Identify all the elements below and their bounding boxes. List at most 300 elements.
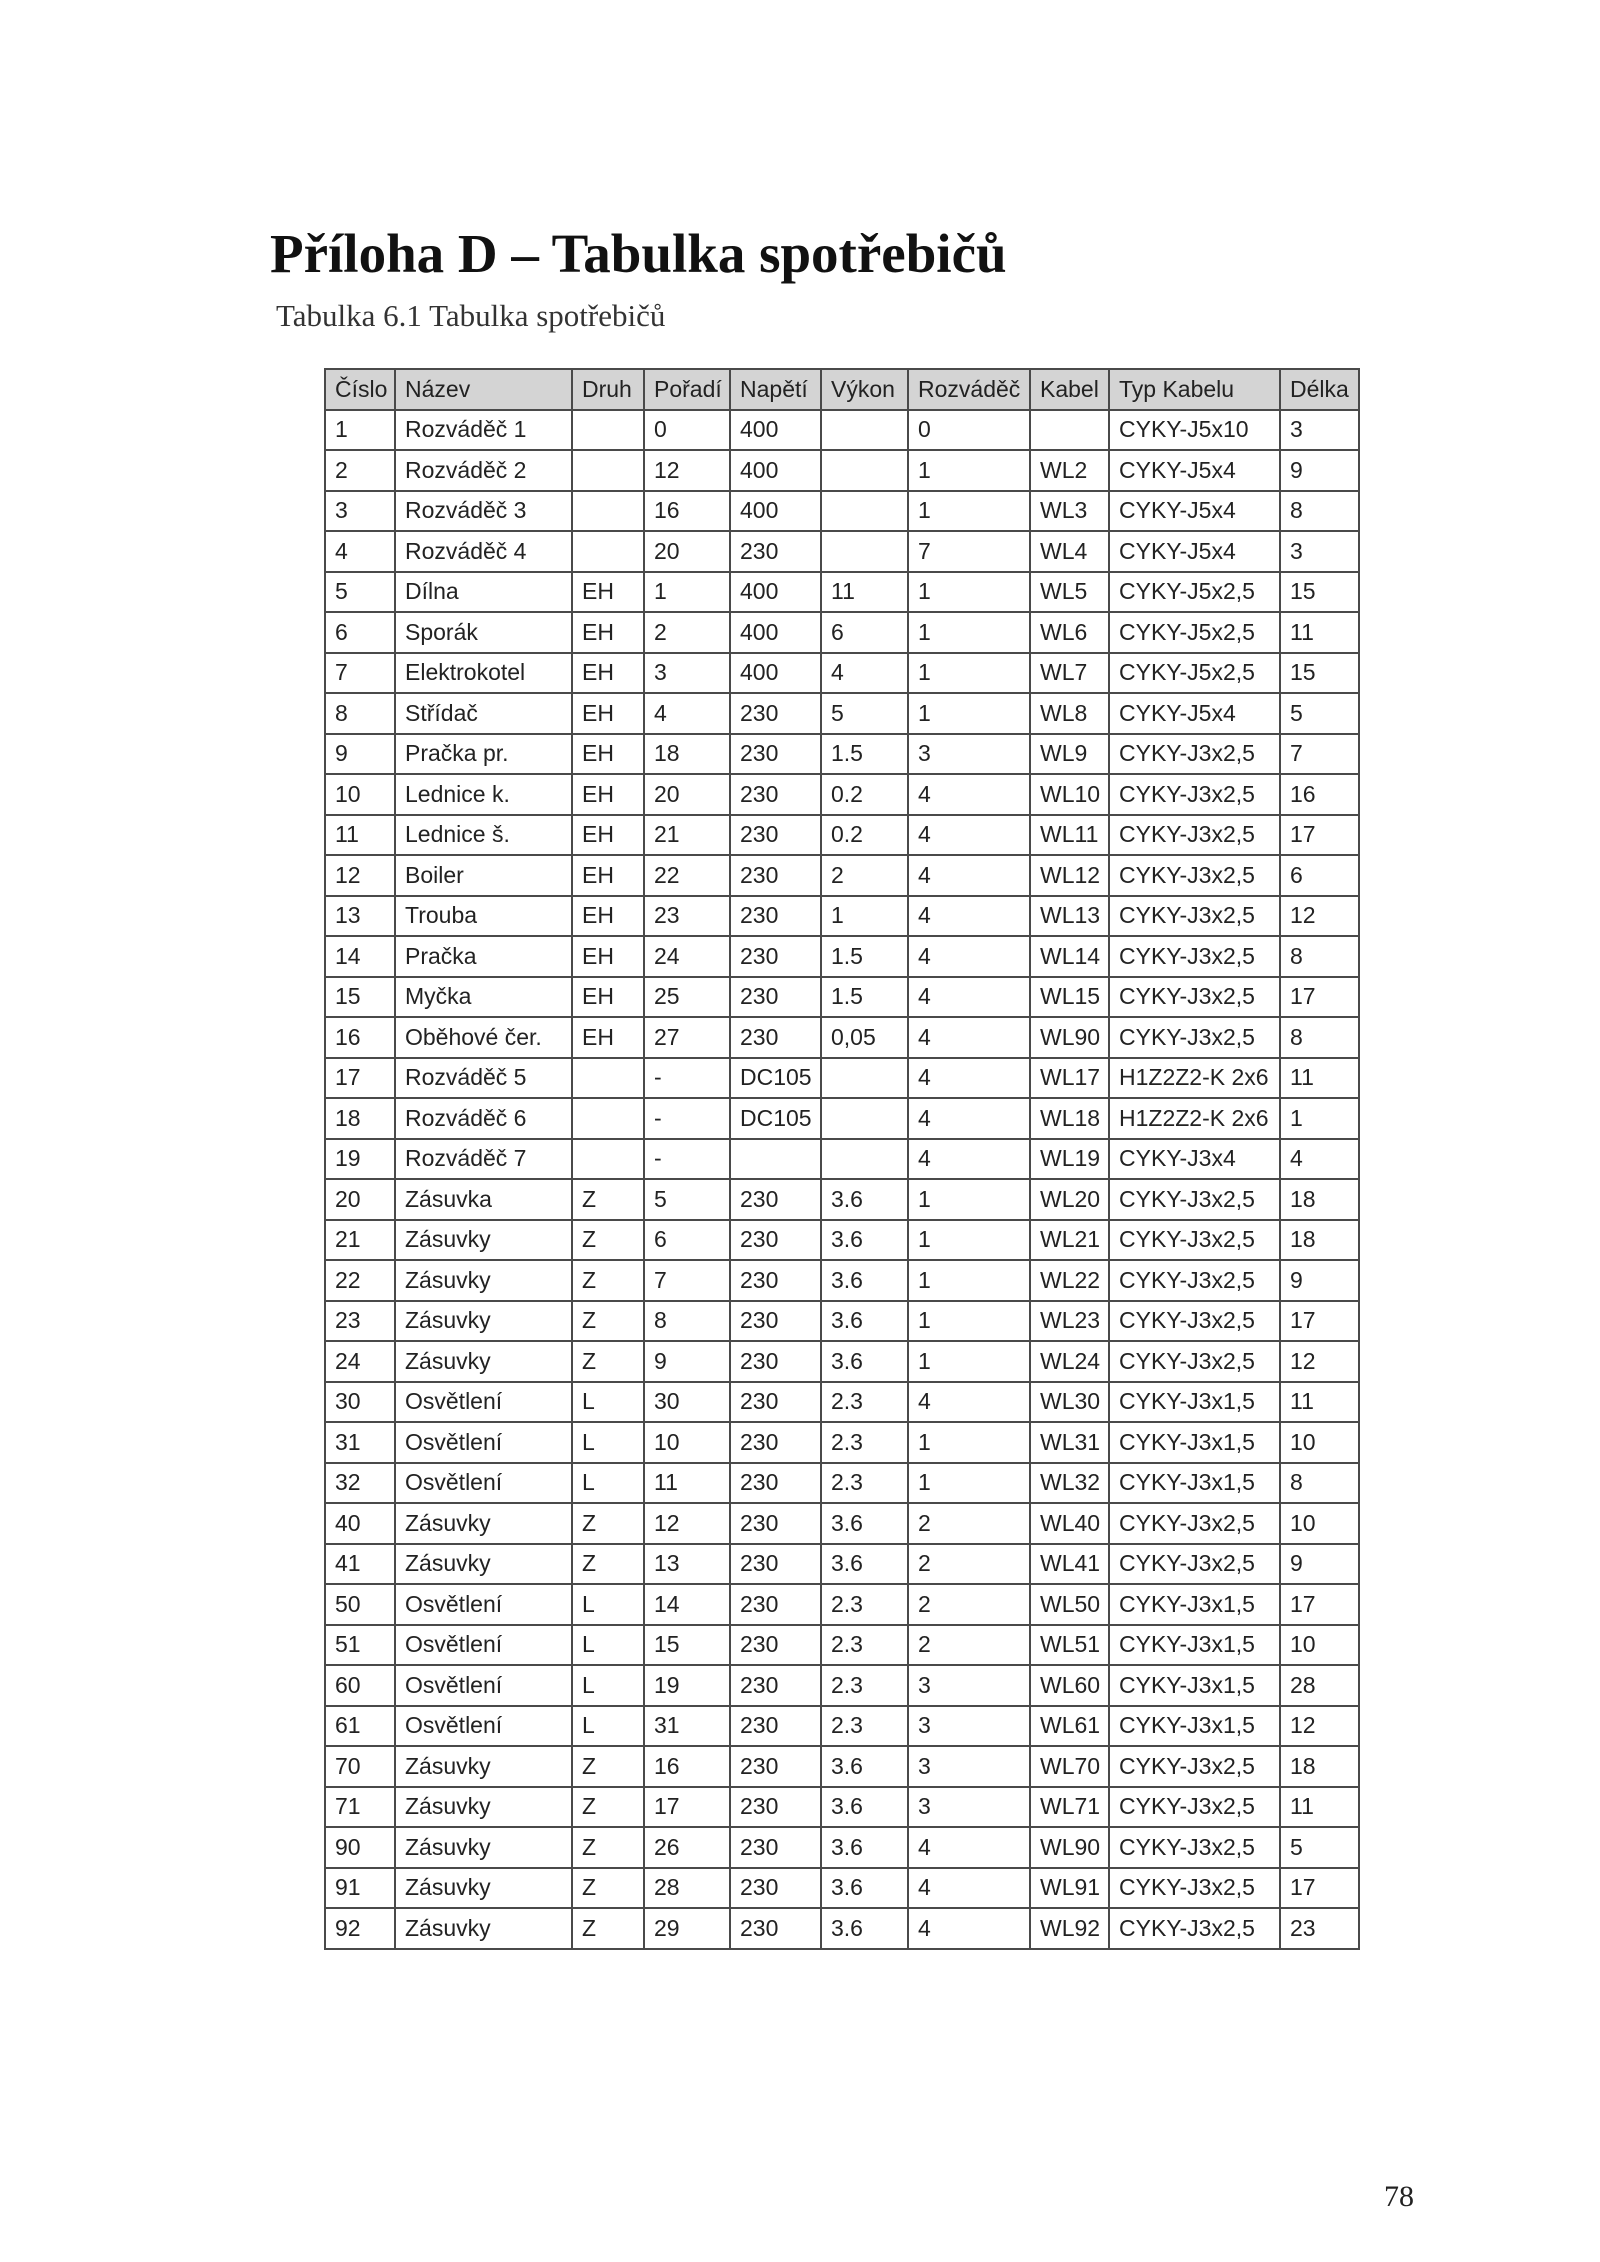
cell-col-rozvadec: 1	[908, 491, 1030, 532]
cell-col-kabel: WL14	[1030, 936, 1109, 977]
cell-col-typ-kabelu: CYKY-J5x4	[1109, 531, 1280, 572]
cell-col-kabel: WL41	[1030, 1544, 1109, 1585]
cell-col-typ-kabelu: CYKY-J3x2,5	[1109, 1017, 1280, 1058]
cell-col-rozvadec: 1	[908, 612, 1030, 653]
cell-col-typ-kabelu: CYKY-J3x2,5	[1109, 855, 1280, 896]
cell-col-vykon: 0.2	[821, 815, 908, 856]
cell-col-druh: Z	[572, 1868, 644, 1909]
table-row	[325, 815, 1359, 856]
cell-col-cislo: 16	[325, 1017, 395, 1058]
cell-col-rozvadec: 3	[908, 1706, 1030, 1747]
cell-col-poradi: 12	[644, 1503, 730, 1544]
cell-col-druh: Z	[572, 1220, 644, 1261]
cell-col-delka: 12	[1280, 1706, 1359, 1747]
cell-col-delka: 6	[1280, 855, 1359, 896]
cell-col-typ-kabelu: CYKY-J3x1,5	[1109, 1584, 1280, 1625]
cell-col-rozvadec: 4	[908, 855, 1030, 896]
cell-col-kabel: WL90	[1030, 1827, 1109, 1868]
table-row	[325, 572, 1359, 613]
cell-col-poradi: 0	[644, 410, 730, 451]
cell-col-napeti: 230	[730, 734, 821, 775]
cell-col-delka: 23	[1280, 1908, 1359, 1949]
cell-col-kabel: WL51	[1030, 1625, 1109, 1666]
cell-col-typ-kabelu: CYKY-J3x2,5	[1109, 1544, 1280, 1585]
table-row	[325, 1787, 1359, 1828]
table-row	[325, 1260, 1359, 1301]
cell-col-delka: 8	[1280, 1017, 1359, 1058]
cell-col-druh: EH	[572, 734, 644, 775]
cell-col-nazev: Lednice k.	[395, 774, 572, 815]
cell-col-napeti: 400	[730, 612, 821, 653]
cell-col-typ-kabelu: CYKY-J3x2,5	[1109, 1787, 1280, 1828]
cell-col-rozvadec: 4	[908, 896, 1030, 937]
cell-col-nazev: Zásuvky	[395, 1341, 572, 1382]
cell-col-nazev: Osvětlení	[395, 1706, 572, 1747]
cell-col-cislo: 2	[325, 450, 395, 491]
cell-col-delka: 3	[1280, 531, 1359, 572]
cell-col-vykon	[821, 1058, 908, 1099]
cell-col-typ-kabelu: H1Z2Z2-K 2x6	[1109, 1098, 1280, 1139]
cell-col-nazev: Zásuvky	[395, 1787, 572, 1828]
cell-col-rozvadec: 3	[908, 1746, 1030, 1787]
cell-col-vykon: 3.6	[821, 1301, 908, 1342]
cell-col-vykon	[821, 1139, 908, 1180]
cell-col-kabel: WL19	[1030, 1139, 1109, 1180]
cell-col-cislo: 20	[325, 1179, 395, 1220]
cell-col-druh: EH	[572, 653, 644, 694]
cell-col-nazev: Osvětlení	[395, 1463, 572, 1504]
cell-col-cislo: 70	[325, 1746, 395, 1787]
cell-col-napeti: 230	[730, 774, 821, 815]
table-row	[325, 1301, 1359, 1342]
cell-col-napeti: 400	[730, 653, 821, 694]
cell-col-napeti: 230	[730, 1179, 821, 1220]
cell-col-napeti: 230	[730, 1503, 821, 1544]
cell-col-druh: L	[572, 1463, 644, 1504]
cell-col-delka: 12	[1280, 1341, 1359, 1382]
cell-col-druh	[572, 491, 644, 532]
cell-col-vykon: 6	[821, 612, 908, 653]
cell-col-poradi: -	[644, 1058, 730, 1099]
cell-col-poradi: 25	[644, 977, 730, 1018]
cell-col-cislo: 41	[325, 1544, 395, 1585]
cell-col-poradi: 6	[644, 1220, 730, 1261]
cell-col-poradi: -	[644, 1098, 730, 1139]
cell-col-delka: 17	[1280, 1584, 1359, 1625]
cell-col-nazev: Zásuvky	[395, 1260, 572, 1301]
cell-col-rozvadec: 0	[908, 410, 1030, 451]
table-row	[325, 491, 1359, 532]
cell-col-vykon: 2.3	[821, 1665, 908, 1706]
cell-col-vykon: 2.3	[821, 1625, 908, 1666]
cell-col-poradi: 15	[644, 1625, 730, 1666]
header-col-cislo: Číslo	[325, 369, 395, 410]
cell-col-delka: 7	[1280, 734, 1359, 775]
cell-col-napeti: 230	[730, 1584, 821, 1625]
cell-col-druh: Z	[572, 1544, 644, 1585]
cell-col-rozvadec: 1	[908, 1301, 1030, 1342]
cell-col-poradi: 20	[644, 531, 730, 572]
cell-col-vykon	[821, 450, 908, 491]
cell-col-vykon: 2.3	[821, 1706, 908, 1747]
cell-col-typ-kabelu: CYKY-J3x1,5	[1109, 1463, 1280, 1504]
cell-col-druh: Z	[572, 1787, 644, 1828]
cell-col-druh: Z	[572, 1827, 644, 1868]
cell-col-nazev: Rozváděč 4	[395, 531, 572, 572]
table-row	[325, 1544, 1359, 1585]
cell-col-druh	[572, 450, 644, 491]
cell-col-poradi: 31	[644, 1706, 730, 1747]
cell-col-typ-kabelu: CYKY-J3x2,5	[1109, 896, 1280, 937]
cell-col-cislo: 23	[325, 1301, 395, 1342]
cell-col-delka: 17	[1280, 1301, 1359, 1342]
cell-col-nazev: Střídač	[395, 693, 572, 734]
cell-col-nazev: Rozváděč 3	[395, 491, 572, 532]
cell-col-typ-kabelu: CYKY-J3x2,5	[1109, 1503, 1280, 1544]
appliance-table	[324, 368, 1360, 1950]
cell-col-poradi: -	[644, 1139, 730, 1180]
cell-col-poradi: 11	[644, 1463, 730, 1504]
cell-col-nazev: Zásuvky	[395, 1868, 572, 1909]
cell-col-cislo: 14	[325, 936, 395, 977]
table-row	[325, 1868, 1359, 1909]
cell-col-rozvadec: 1	[908, 1260, 1030, 1301]
cell-col-nazev: Trouba	[395, 896, 572, 937]
cell-col-nazev: Zásuvka	[395, 1179, 572, 1220]
cell-col-nazev: Oběhové čer.	[395, 1017, 572, 1058]
header-col-nazev: Název	[395, 369, 572, 410]
cell-col-rozvadec: 1	[908, 1341, 1030, 1382]
cell-col-delka: 16	[1280, 774, 1359, 815]
cell-col-rozvadec: 1	[908, 653, 1030, 694]
cell-col-kabel: WL21	[1030, 1220, 1109, 1261]
cell-col-rozvadec: 2	[908, 1625, 1030, 1666]
table-row	[325, 1098, 1359, 1139]
cell-col-poradi: 20	[644, 774, 730, 815]
cell-col-poradi: 21	[644, 815, 730, 856]
cell-col-nazev: Zásuvky	[395, 1301, 572, 1342]
table-row	[325, 1665, 1359, 1706]
cell-col-typ-kabelu: CYKY-J3x1,5	[1109, 1382, 1280, 1423]
cell-col-nazev: Rozváděč 1	[395, 410, 572, 451]
cell-col-vykon: 1.5	[821, 977, 908, 1018]
table-row	[325, 936, 1359, 977]
cell-col-poradi: 27	[644, 1017, 730, 1058]
cell-col-cislo: 71	[325, 1787, 395, 1828]
cell-col-cislo: 19	[325, 1139, 395, 1180]
cell-col-poradi: 30	[644, 1382, 730, 1423]
cell-col-napeti: 230	[730, 1220, 821, 1261]
cell-col-rozvadec: 2	[908, 1544, 1030, 1585]
cell-col-vykon: 0,05	[821, 1017, 908, 1058]
cell-col-cislo: 15	[325, 977, 395, 1018]
cell-col-napeti: DC105	[730, 1058, 821, 1099]
cell-col-poradi: 29	[644, 1908, 730, 1949]
cell-col-nazev: Pračka	[395, 936, 572, 977]
cell-col-delka: 17	[1280, 1868, 1359, 1909]
cell-col-druh: EH	[572, 815, 644, 856]
table-row	[325, 1463, 1359, 1504]
cell-col-kabel	[1030, 410, 1109, 451]
cell-col-druh: L	[572, 1665, 644, 1706]
cell-col-rozvadec: 1	[908, 1463, 1030, 1504]
table-row	[325, 1503, 1359, 1544]
cell-col-typ-kabelu: CYKY-J3x2,5	[1109, 815, 1280, 856]
cell-col-druh: EH	[572, 612, 644, 653]
cell-col-vykon: 2.3	[821, 1422, 908, 1463]
cell-col-nazev: Rozváděč 6	[395, 1098, 572, 1139]
cell-col-rozvadec: 7	[908, 531, 1030, 572]
cell-col-napeti: 230	[730, 896, 821, 937]
cell-col-cislo: 30	[325, 1382, 395, 1423]
cell-col-napeti: 230	[730, 815, 821, 856]
cell-col-druh: Z	[572, 1341, 644, 1382]
cell-col-vykon	[821, 410, 908, 451]
cell-col-delka: 17	[1280, 815, 1359, 856]
cell-col-rozvadec: 4	[908, 774, 1030, 815]
cell-col-delka: 5	[1280, 693, 1359, 734]
cell-col-nazev: Osvětlení	[395, 1665, 572, 1706]
cell-col-kabel: WL5	[1030, 572, 1109, 613]
cell-col-delka: 4	[1280, 1139, 1359, 1180]
cell-col-typ-kabelu: CYKY-J3x1,5	[1109, 1422, 1280, 1463]
cell-col-typ-kabelu: CYKY-J3x1,5	[1109, 1665, 1280, 1706]
cell-col-cislo: 51	[325, 1625, 395, 1666]
cell-col-vykon: 1	[821, 896, 908, 937]
cell-col-nazev: Zásuvky	[395, 1220, 572, 1261]
cell-col-delka: 10	[1280, 1422, 1359, 1463]
cell-col-druh: Z	[572, 1908, 644, 1949]
cell-col-typ-kabelu: CYKY-J3x2,5	[1109, 774, 1280, 815]
cell-col-kabel: WL6	[1030, 612, 1109, 653]
cell-col-nazev: Zásuvky	[395, 1827, 572, 1868]
header-col-kabel: Kabel	[1030, 369, 1109, 410]
cell-col-typ-kabelu: CYKY-J5x10	[1109, 410, 1280, 451]
cell-col-napeti: 230	[730, 1868, 821, 1909]
cell-col-rozvadec: 4	[908, 1098, 1030, 1139]
cell-col-typ-kabelu: CYKY-J3x2,5	[1109, 1301, 1280, 1342]
cell-col-kabel: WL30	[1030, 1382, 1109, 1423]
cell-col-poradi: 23	[644, 896, 730, 937]
cell-col-druh: Z	[572, 1503, 644, 1544]
cell-col-delka: 17	[1280, 977, 1359, 1018]
cell-col-napeti: 230	[730, 1017, 821, 1058]
cell-col-typ-kabelu: CYKY-J3x1,5	[1109, 1625, 1280, 1666]
cell-col-typ-kabelu: CYKY-J5x4	[1109, 450, 1280, 491]
cell-col-typ-kabelu: CYKY-J5x4	[1109, 693, 1280, 734]
cell-col-cislo: 21	[325, 1220, 395, 1261]
cell-col-poradi: 7	[644, 1260, 730, 1301]
cell-col-poradi: 5	[644, 1179, 730, 1220]
cell-col-napeti: 230	[730, 531, 821, 572]
cell-col-vykon: 11	[821, 572, 908, 613]
cell-col-delka: 3	[1280, 410, 1359, 451]
cell-col-rozvadec: 1	[908, 1422, 1030, 1463]
cell-col-vykon: 3.6	[821, 1787, 908, 1828]
cell-col-rozvadec: 1	[908, 450, 1030, 491]
cell-col-vykon: 2	[821, 855, 908, 896]
cell-col-druh: EH	[572, 774, 644, 815]
cell-col-poradi: 10	[644, 1422, 730, 1463]
cell-col-napeti: 230	[730, 1301, 821, 1342]
cell-col-poradi: 9	[644, 1341, 730, 1382]
cell-col-kabel: WL50	[1030, 1584, 1109, 1625]
cell-col-napeti	[730, 1139, 821, 1180]
cell-col-poradi: 13	[644, 1544, 730, 1585]
cell-col-rozvadec: 4	[908, 1139, 1030, 1180]
cell-col-kabel: WL12	[1030, 855, 1109, 896]
cell-col-cislo: 11	[325, 815, 395, 856]
cell-col-cislo: 40	[325, 1503, 395, 1544]
cell-col-nazev: Osvětlení	[395, 1625, 572, 1666]
cell-col-vykon: 5	[821, 693, 908, 734]
cell-col-kabel: WL17	[1030, 1058, 1109, 1099]
cell-col-vykon: 3.6	[821, 1868, 908, 1909]
cell-col-delka: 18	[1280, 1179, 1359, 1220]
cell-col-typ-kabelu: CYKY-J3x2,5	[1109, 734, 1280, 775]
table-row	[325, 1179, 1359, 1220]
header-col-rozvadec: Rozváděč	[908, 369, 1030, 410]
cell-col-cislo: 24	[325, 1341, 395, 1382]
cell-col-napeti: 230	[730, 1463, 821, 1504]
cell-col-delka: 18	[1280, 1746, 1359, 1787]
cell-col-nazev: Sporák	[395, 612, 572, 653]
header-col-napeti: Napětí	[730, 369, 821, 410]
cell-col-druh	[572, 1098, 644, 1139]
cell-col-poradi: 18	[644, 734, 730, 775]
table-row	[325, 612, 1359, 653]
table-row	[325, 1220, 1359, 1261]
cell-col-napeti: 230	[730, 1382, 821, 1423]
cell-col-druh: EH	[572, 1017, 644, 1058]
header-col-delka: Délka	[1280, 369, 1359, 410]
cell-col-napeti: 230	[730, 1908, 821, 1949]
cell-col-cislo: 91	[325, 1868, 395, 1909]
table-row	[325, 896, 1359, 937]
table-row	[325, 1827, 1359, 1868]
cell-col-cislo: 10	[325, 774, 395, 815]
cell-col-kabel: WL61	[1030, 1706, 1109, 1747]
cell-col-nazev: Rozváděč 2	[395, 450, 572, 491]
cell-col-druh: EH	[572, 896, 644, 937]
cell-col-kabel: WL91	[1030, 1868, 1109, 1909]
cell-col-rozvadec: 4	[908, 1908, 1030, 1949]
cell-col-druh	[572, 410, 644, 451]
cell-col-poradi: 17	[644, 1787, 730, 1828]
table-row	[325, 1625, 1359, 1666]
cell-col-typ-kabelu: CYKY-J3x2,5	[1109, 1179, 1280, 1220]
cell-col-poradi: 26	[644, 1827, 730, 1868]
cell-col-cislo: 17	[325, 1058, 395, 1099]
cell-col-nazev: Zásuvky	[395, 1544, 572, 1585]
cell-col-rozvadec: 4	[908, 1827, 1030, 1868]
cell-col-vykon: 1.5	[821, 734, 908, 775]
cell-col-cislo: 9	[325, 734, 395, 775]
cell-col-nazev: Rozváděč 5	[395, 1058, 572, 1099]
cell-col-kabel: WL2	[1030, 450, 1109, 491]
cell-col-cislo: 18	[325, 1098, 395, 1139]
cell-col-druh: EH	[572, 936, 644, 977]
cell-col-rozvadec: 4	[908, 936, 1030, 977]
cell-col-cislo: 90	[325, 1827, 395, 1868]
cell-col-delka: 9	[1280, 1260, 1359, 1301]
cell-col-poradi: 12	[644, 450, 730, 491]
cell-col-delka: 11	[1280, 1787, 1359, 1828]
cell-col-napeti: 400	[730, 572, 821, 613]
cell-col-napeti: 400	[730, 450, 821, 491]
cell-col-druh: L	[572, 1422, 644, 1463]
cell-col-typ-kabelu: CYKY-J3x2,5	[1109, 977, 1280, 1018]
cell-col-cislo: 4	[325, 531, 395, 572]
cell-col-rozvadec: 2	[908, 1503, 1030, 1544]
cell-col-poradi: 2	[644, 612, 730, 653]
cell-col-vykon	[821, 531, 908, 572]
table-body	[325, 410, 1359, 1949]
cell-col-vykon: 3.6	[821, 1908, 908, 1949]
table-row	[325, 450, 1359, 491]
cell-col-vykon	[821, 491, 908, 532]
cell-col-kabel: WL92	[1030, 1908, 1109, 1949]
cell-col-vykon: 3.6	[821, 1544, 908, 1585]
table-row	[325, 1422, 1359, 1463]
cell-col-nazev: Lednice š.	[395, 815, 572, 856]
cell-col-napeti: 230	[730, 1625, 821, 1666]
cell-col-kabel: WL7	[1030, 653, 1109, 694]
cell-col-rozvadec: 4	[908, 1868, 1030, 1909]
cell-col-poradi: 19	[644, 1665, 730, 1706]
cell-col-delka: 11	[1280, 1058, 1359, 1099]
cell-col-nazev: Dílna	[395, 572, 572, 613]
cell-col-druh: Z	[572, 1260, 644, 1301]
cell-col-poradi: 8	[644, 1301, 730, 1342]
cell-col-delka: 5	[1280, 1827, 1359, 1868]
cell-col-cislo: 32	[325, 1463, 395, 1504]
cell-col-cislo: 8	[325, 693, 395, 734]
table-row	[325, 1058, 1359, 1099]
cell-col-rozvadec: 1	[908, 1220, 1030, 1261]
cell-col-kabel: WL18	[1030, 1098, 1109, 1139]
cell-col-nazev: Zásuvky	[395, 1746, 572, 1787]
cell-col-vykon: 1.5	[821, 936, 908, 977]
cell-col-napeti: 230	[730, 1787, 821, 1828]
cell-col-cislo: 50	[325, 1584, 395, 1625]
table-row	[325, 1382, 1359, 1423]
cell-col-delka: 28	[1280, 1665, 1359, 1706]
cell-col-rozvadec: 1	[908, 693, 1030, 734]
table-row	[325, 774, 1359, 815]
cell-col-rozvadec: 4	[908, 815, 1030, 856]
cell-col-typ-kabelu: H1Z2Z2-K 2x6	[1109, 1058, 1280, 1099]
cell-col-cislo: 13	[325, 896, 395, 937]
cell-col-vykon: 3.6	[821, 1503, 908, 1544]
cell-col-rozvadec: 4	[908, 1058, 1030, 1099]
cell-col-typ-kabelu: CYKY-J3x2,5	[1109, 1341, 1280, 1382]
cell-col-delka: 8	[1280, 1463, 1359, 1504]
cell-col-rozvadec: 1	[908, 1179, 1030, 1220]
table-row	[325, 1908, 1359, 1949]
table-row	[325, 693, 1359, 734]
cell-col-rozvadec: 4	[908, 1382, 1030, 1423]
cell-col-nazev: Elektrokotel	[395, 653, 572, 694]
cell-col-vykon: 2.3	[821, 1382, 908, 1423]
cell-col-nazev: Zásuvky	[395, 1908, 572, 1949]
cell-col-druh	[572, 1139, 644, 1180]
cell-col-cislo: 22	[325, 1260, 395, 1301]
cell-col-nazev: Osvětlení	[395, 1422, 572, 1463]
table-row	[325, 1584, 1359, 1625]
cell-col-typ-kabelu: CYKY-J3x2,5	[1109, 1220, 1280, 1261]
cell-col-cislo: 5	[325, 572, 395, 613]
